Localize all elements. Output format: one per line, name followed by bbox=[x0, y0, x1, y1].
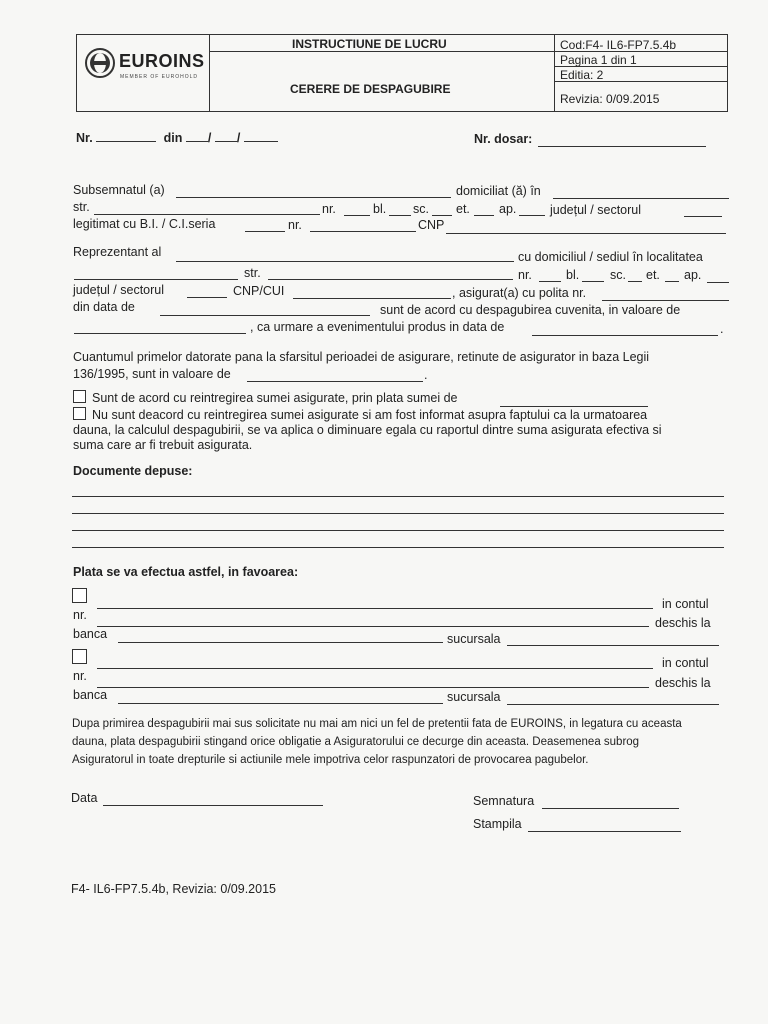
documente-title: Documente depuse: bbox=[73, 464, 193, 478]
bl-label: bl. bbox=[373, 202, 387, 216]
plata-1-in-contul: in contul bbox=[662, 597, 709, 611]
bl-field-2[interactable] bbox=[582, 281, 604, 282]
et-field-2[interactable] bbox=[665, 281, 679, 282]
plata-2-cont-field[interactable] bbox=[97, 687, 649, 688]
doc-edition: Editia: 2 bbox=[560, 68, 604, 82]
data-label: Data bbox=[71, 791, 98, 805]
plata-2-beneficiar-field[interactable] bbox=[97, 668, 653, 669]
option-dezacord-checkbox[interactable] bbox=[73, 407, 86, 420]
cnp-cui-field[interactable] bbox=[293, 298, 451, 299]
plata-2-sucursala-field[interactable] bbox=[507, 704, 719, 705]
valoare-field[interactable] bbox=[74, 333, 246, 334]
din-label: din bbox=[163, 131, 183, 145]
ap-field[interactable] bbox=[519, 215, 545, 216]
name-field[interactable] bbox=[176, 197, 451, 198]
doc-code: Cod:F4- IL6-FP7.5.4b bbox=[560, 38, 677, 52]
plata-1-banca-field[interactable] bbox=[118, 642, 443, 643]
judet-field-2[interactable] bbox=[187, 297, 227, 298]
nr-dosar-field[interactable] bbox=[538, 146, 706, 147]
sc-field[interactable] bbox=[432, 215, 452, 216]
nr-field[interactable] bbox=[96, 130, 156, 142]
semnatura-field[interactable] bbox=[542, 808, 679, 809]
din-data-label: din data de bbox=[73, 300, 135, 314]
ap-label-2: ap. bbox=[684, 268, 702, 282]
cuantum-text-2: 136/1995, sunt in valoare de bbox=[73, 367, 231, 381]
euroins-logo-icon bbox=[85, 48, 115, 78]
str-label: str. bbox=[73, 200, 90, 214]
nr-field-2[interactable] bbox=[539, 281, 561, 282]
logo-subtitle: MEMBER OF EUROHOLD bbox=[120, 74, 199, 80]
option-dezacord bbox=[73, 407, 647, 422]
judet-label: județul / sectorul bbox=[550, 203, 642, 217]
documente-line-4[interactable] bbox=[72, 547, 724, 548]
cnp-cui-label: CNP/CUI bbox=[233, 284, 285, 298]
reprezentant-label: Reprezentant al bbox=[73, 245, 162, 259]
sc-label: sc. bbox=[413, 202, 429, 216]
footer-code: F4- IL6-FP7.5.4b, Revizia: 0/09.2015 bbox=[71, 882, 276, 896]
data-field[interactable] bbox=[103, 805, 323, 806]
din-data-field[interactable] bbox=[160, 315, 370, 316]
ci-nr-label: nr. bbox=[288, 218, 302, 232]
plata-2-deschis: deschis la bbox=[655, 676, 711, 690]
header-table bbox=[76, 34, 728, 112]
option-acord-checkbox[interactable] bbox=[73, 390, 86, 403]
domiciliu-sediu-label: cu domiciliul / sediul în localitatea bbox=[518, 250, 703, 264]
nr-label-2: nr. bbox=[518, 268, 532, 282]
ap-field-2[interactable] bbox=[707, 282, 729, 283]
documente-line-3[interactable] bbox=[72, 530, 724, 531]
plata-2-in-contul: in contul bbox=[662, 656, 709, 670]
acord-text: sunt de acord cu despagubirea cuvenita, in valoare de bbox=[380, 303, 681, 317]
plata-1-banca-label: banca bbox=[73, 627, 108, 641]
stampila-field[interactable] bbox=[528, 831, 681, 832]
domiciliu-field[interactable] bbox=[553, 198, 729, 199]
sc-field-2[interactable] bbox=[628, 281, 642, 282]
et-label-2: et. bbox=[646, 268, 660, 282]
plata-2-banca-field[interactable] bbox=[118, 703, 443, 704]
judet-field[interactable] bbox=[684, 216, 722, 217]
legitimat-label: legitimat cu B.I. / C.I.seria bbox=[73, 217, 216, 231]
ap-label: ap. bbox=[499, 202, 517, 216]
plata-1-deschis: deschis la bbox=[655, 616, 711, 630]
et-field[interactable] bbox=[474, 215, 494, 216]
option-acord bbox=[73, 390, 457, 405]
domiciliat-label: domiciliat (ă) în bbox=[456, 184, 541, 198]
declaratie-line-2: dauna, plata despagubirii stingand orice obligatie a Asiguratorului ce decurge din aceasta. Deasemenea subrog bbox=[72, 736, 640, 748]
doc-page: Pagina 1 din 1 bbox=[560, 53, 637, 67]
plata-2-checkbox[interactable] bbox=[72, 649, 93, 668]
stampila-label: Stampila bbox=[473, 817, 522, 831]
subsemnatul-label: Subsemnatul (a) bbox=[73, 183, 165, 197]
logo-text: EUROINS bbox=[119, 51, 205, 71]
month-field[interactable] bbox=[215, 130, 237, 142]
plata-1-nr-label: nr. bbox=[73, 608, 87, 622]
plata-1-sucursala-label: sucursala bbox=[447, 632, 501, 646]
cnp-label: CNP bbox=[418, 218, 445, 232]
doc-revision: Revizia: 0/09.2015 bbox=[560, 92, 660, 106]
plata-2-sucursala-label: sucursala bbox=[447, 690, 501, 704]
documente-line-1[interactable] bbox=[72, 496, 724, 497]
plata-1-cont-field[interactable] bbox=[97, 626, 649, 627]
street-field[interactable] bbox=[94, 214, 320, 215]
option-dezacord-label-2: dauna, la calculul despagubirii, se va aplica o diminuare egala cu raportul dintre suma asigurata efectiva si bbox=[73, 423, 662, 437]
cuantum-text-1: Cuantumul primelor datorate pana la sfarsitul perioadei de asigurare, retinute de asigurator in baza Legii bbox=[73, 350, 650, 364]
semnatura-label: Semnatura bbox=[473, 794, 535, 808]
polita-field[interactable] bbox=[602, 300, 729, 301]
cuantum-field[interactable] bbox=[247, 381, 423, 382]
reprezentant-field[interactable] bbox=[176, 261, 514, 262]
localitate-field[interactable] bbox=[74, 279, 238, 280]
judet-label-2: județul / sectorul bbox=[73, 283, 165, 297]
declaratie-line-1: Dupa primirea despagubirii mai sus solicitate nu mai am nici un fel de pretentii fata de EUROINS, in legatura cu aceasta bbox=[72, 718, 682, 730]
nr-dosar-label: Nr. dosar: bbox=[474, 132, 533, 146]
nr-label: Nr. bbox=[76, 131, 93, 145]
doc-type: INSTRUCTIUNE DE LUCRU bbox=[292, 37, 447, 51]
ci-nr-field[interactable] bbox=[310, 231, 416, 232]
cnp-field[interactable] bbox=[446, 233, 726, 234]
doc-title: CERERE DE DESPAGUBIRE bbox=[290, 82, 451, 96]
plata-1-beneficiar-field[interactable] bbox=[97, 608, 653, 609]
nr-field-1[interactable] bbox=[344, 215, 370, 216]
plata-2-nr-label: nr. bbox=[73, 669, 87, 683]
option-dezacord-label-3: suma care ar fi trebuit asigurata. bbox=[73, 438, 253, 452]
day-field[interactable] bbox=[186, 130, 208, 142]
bl-label-2: bl. bbox=[566, 268, 580, 282]
declaratie-line-3: Asiguratorul in toate drepturile si actiunile mele impotriva celor raspunzatori de provocarea pagubelor. bbox=[72, 754, 589, 766]
year-field[interactable] bbox=[244, 130, 278, 142]
plata-1-sucursala-field[interactable] bbox=[507, 645, 719, 646]
bl-field[interactable] bbox=[389, 215, 411, 216]
ci-serie-field[interactable] bbox=[245, 231, 285, 232]
plata-title: Plata se va efectua astfel, in favoarea: bbox=[73, 565, 299, 579]
str-label-2: str. bbox=[244, 266, 261, 280]
documente-line-2[interactable] bbox=[72, 513, 724, 514]
et-label: et. bbox=[456, 202, 470, 216]
urmare-text: , ca urmare a evenimentului produs in data de bbox=[250, 320, 505, 334]
data-eveniment-field[interactable] bbox=[532, 335, 718, 336]
nr-row: Nr. din / / bbox=[76, 130, 278, 145]
option-dezacord-label-1: Nu sunt deacord cu reintregirea sumei asigurate si am fost informat asupra faptului ca la urmatoarea bbox=[92, 408, 648, 422]
asigurat-label: , asigurat(a) cu polita nr. bbox=[452, 286, 587, 300]
option-acord-label: Sunt de acord cu reintregirea sumei asigurate, prin plata sumei de bbox=[92, 391, 458, 405]
street-field-2[interactable] bbox=[268, 279, 513, 280]
sc-label-2: sc. bbox=[610, 268, 626, 282]
nr-label-1: nr. bbox=[322, 202, 336, 216]
plata-2-banca-label: banca bbox=[73, 688, 108, 702]
plata-1-checkbox[interactable] bbox=[72, 588, 93, 607]
